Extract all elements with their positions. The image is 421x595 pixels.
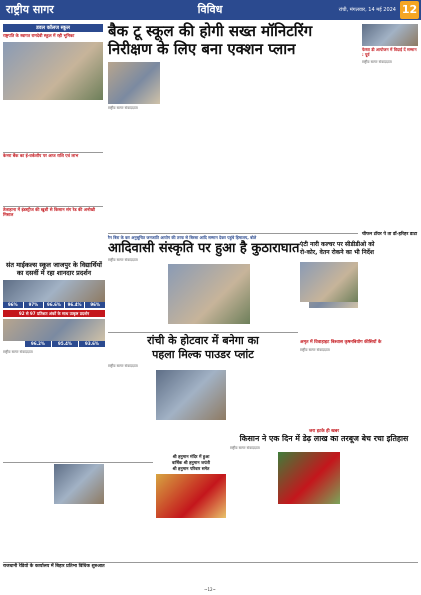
percent-row-1 bbox=[3, 302, 105, 308]
temple-photo bbox=[156, 474, 226, 518]
jharkhand-text-col1 bbox=[300, 354, 358, 424]
tribal-text-col2 bbox=[252, 264, 307, 330]
percent-row-2 bbox=[25, 341, 105, 347]
divider bbox=[108, 233, 358, 234]
tower-headline-line3: रो-कोर, वेतन रोकने का भी निर्देश bbox=[300, 249, 374, 256]
students-photo-row1 bbox=[3, 280, 105, 302]
result-headline-line2: का दसवीं में रहा शानदार प्रदर्शन bbox=[16, 269, 92, 277]
result-headline: तेलाहाना में इंडस्ट्रीज की खुशी से किसान संग रेड की अनोखी मिसाल bbox=[3, 207, 95, 217]
milk-text-col2 bbox=[156, 422, 226, 452]
divider bbox=[108, 332, 298, 333]
percent-badge: 97% bbox=[24, 302, 44, 308]
result-band: 92 से 97 प्रतिशत अंकों के साथ उत्कृष्ट प्रदर्शन bbox=[3, 310, 105, 317]
milk-text-col1 bbox=[108, 370, 153, 520]
farmer-text-col1 bbox=[230, 452, 275, 562]
temple-text bbox=[156, 520, 226, 560]
bottom-headline: राजधानी रेडियो के कार्यालय में बिहार प्रतिभा विधिक शुरुआत bbox=[3, 562, 418, 569]
temple-headline-line3: श्री हनुमान परिवार समेत bbox=[172, 466, 210, 471]
jharkhand-byline: राष्ट्रीय सागर संवाददाता bbox=[300, 348, 330, 352]
farmer-text-col2 bbox=[278, 506, 340, 562]
divider bbox=[3, 462, 153, 463]
percent-badge: 93.6% bbox=[79, 341, 105, 347]
farmer-kicker: जरा हटके ही खबर bbox=[308, 429, 340, 434]
temple-headline-line1: श्री हनुमान मंदिर में हुआ bbox=[172, 454, 210, 459]
farmer-byline: राष्ट्रीय सागर संवाददाता bbox=[230, 446, 260, 450]
brief-photo bbox=[362, 24, 418, 46]
tower-photo bbox=[300, 262, 358, 302]
tribal-headline: आदिवासी संस्कृति पर हुआ है कुठाराघात bbox=[108, 241, 300, 256]
bottom-article-text bbox=[3, 570, 418, 586]
school-photo bbox=[3, 42, 103, 100]
tribal-photo bbox=[168, 264, 250, 324]
result-byline: राष्ट्रीय सागर संवाददाता bbox=[3, 350, 33, 354]
result-headline-line1: संत माईकल्स स्कूल जाजपुर के विद्यार्थियों bbox=[6, 261, 102, 269]
milk-headline-line1: रांची के होटवार में बनेगा का bbox=[147, 334, 259, 347]
lead-text-col3 bbox=[265, 62, 313, 232]
milk-headline-line2: पहला मिल्क पाउडर प्लांट bbox=[152, 348, 254, 361]
bank-article-text bbox=[3, 165, 103, 205]
lead-photo bbox=[108, 62, 160, 104]
jharkhand-text-col2 bbox=[361, 354, 418, 424]
tribal-byline: राष्ट्रीय सागर संवाददाता bbox=[108, 258, 138, 262]
tower-headline-line1: चीफन टॉवर पे ता डॉ-हरिहर डाटा bbox=[362, 232, 418, 237]
tower-text bbox=[362, 262, 418, 338]
bottom-left-text bbox=[3, 464, 51, 560]
newspaper-title: राष्ट्रीय सागर bbox=[6, 3, 54, 16]
bottom-left-text-2 bbox=[54, 506, 104, 560]
percent-badge: 95.4% bbox=[52, 341, 78, 347]
section-title: विविध bbox=[197, 3, 223, 16]
tribal-text-col1 bbox=[108, 264, 166, 330]
school-subheadline: राष्ट्रपति के स्वागत रामदेवी स्कूल में रही भूमिका bbox=[3, 33, 75, 38]
percent-badge: 96.2% bbox=[25, 341, 51, 347]
brief-title: फेस्ता डी आयोजन में विदाई दें सम्मान : पूर्व bbox=[362, 47, 417, 57]
lead-text-col4 bbox=[316, 62, 358, 232]
percent-badge: 96% bbox=[85, 302, 105, 308]
issue-date: रांची, मंगलवार, 14 मई 2024 bbox=[338, 7, 396, 13]
percent-badge: 96% bbox=[3, 302, 23, 308]
lead-text-col1 bbox=[163, 62, 211, 232]
bank-headline: केनरा बैंक का ई-वर्कशॉप पर आज राशि एवं लाभ bbox=[3, 153, 79, 158]
milk-photo bbox=[156, 370, 226, 420]
farmer-text-col3 bbox=[343, 452, 418, 562]
students-photo-row2 bbox=[3, 319, 105, 341]
school-article-text bbox=[3, 102, 103, 152]
school-banner: डवल कॉलज स्कूल bbox=[3, 24, 103, 32]
jharkhand-headline: अमृत में विवाहाहट बिश्वास कृषनबियोग कीसियों के bbox=[300, 340, 382, 345]
farmer-headline: किसान ने एक दिन में डेढ़ लाख का तरबूज बेच रचा इतिहास bbox=[239, 434, 409, 443]
temple-headline-line2: वार्षिक श्री हनुमान जयंती bbox=[171, 460, 211, 465]
lead-headline-line1: बैक टू स्कूल की होगी सख्त मॉनिटरिंग bbox=[108, 22, 313, 40]
result-article-body bbox=[3, 356, 105, 462]
milk-byline: राष्ट्रीय सागर संवाददाता bbox=[108, 364, 138, 368]
percent-badge: 96.4% bbox=[65, 302, 85, 308]
farmer-photo bbox=[278, 452, 340, 504]
page-marker: ~12~ bbox=[204, 587, 216, 592]
percent-badge: 96.6% bbox=[44, 302, 64, 308]
lead-text-col2 bbox=[214, 62, 262, 232]
lead-headline-line2: निरीक्षण के लिए बना एक्शन प्लान bbox=[108, 40, 296, 58]
brief-text bbox=[362, 66, 418, 226]
bottom-left-photo bbox=[54, 464, 104, 504]
brief-byline: राष्ट्रीय सागर संवाददाता bbox=[362, 60, 392, 64]
result-article-text bbox=[3, 220, 103, 258]
lead-byline: राष्ट्रीय सागर संवाददाता bbox=[108, 106, 138, 110]
tribal-kicker: रैन बिरा के कर अनुसूचित जनजाति आयोग की तरफ से बिरसा आदि सम्मान देकर पहुंचे हिमालय, बोले bbox=[108, 235, 257, 240]
tower-headline-line2: एंटी नारी कल्चर पर सीडीडीओ को bbox=[300, 241, 375, 248]
page-number: 12 bbox=[400, 1, 419, 19]
